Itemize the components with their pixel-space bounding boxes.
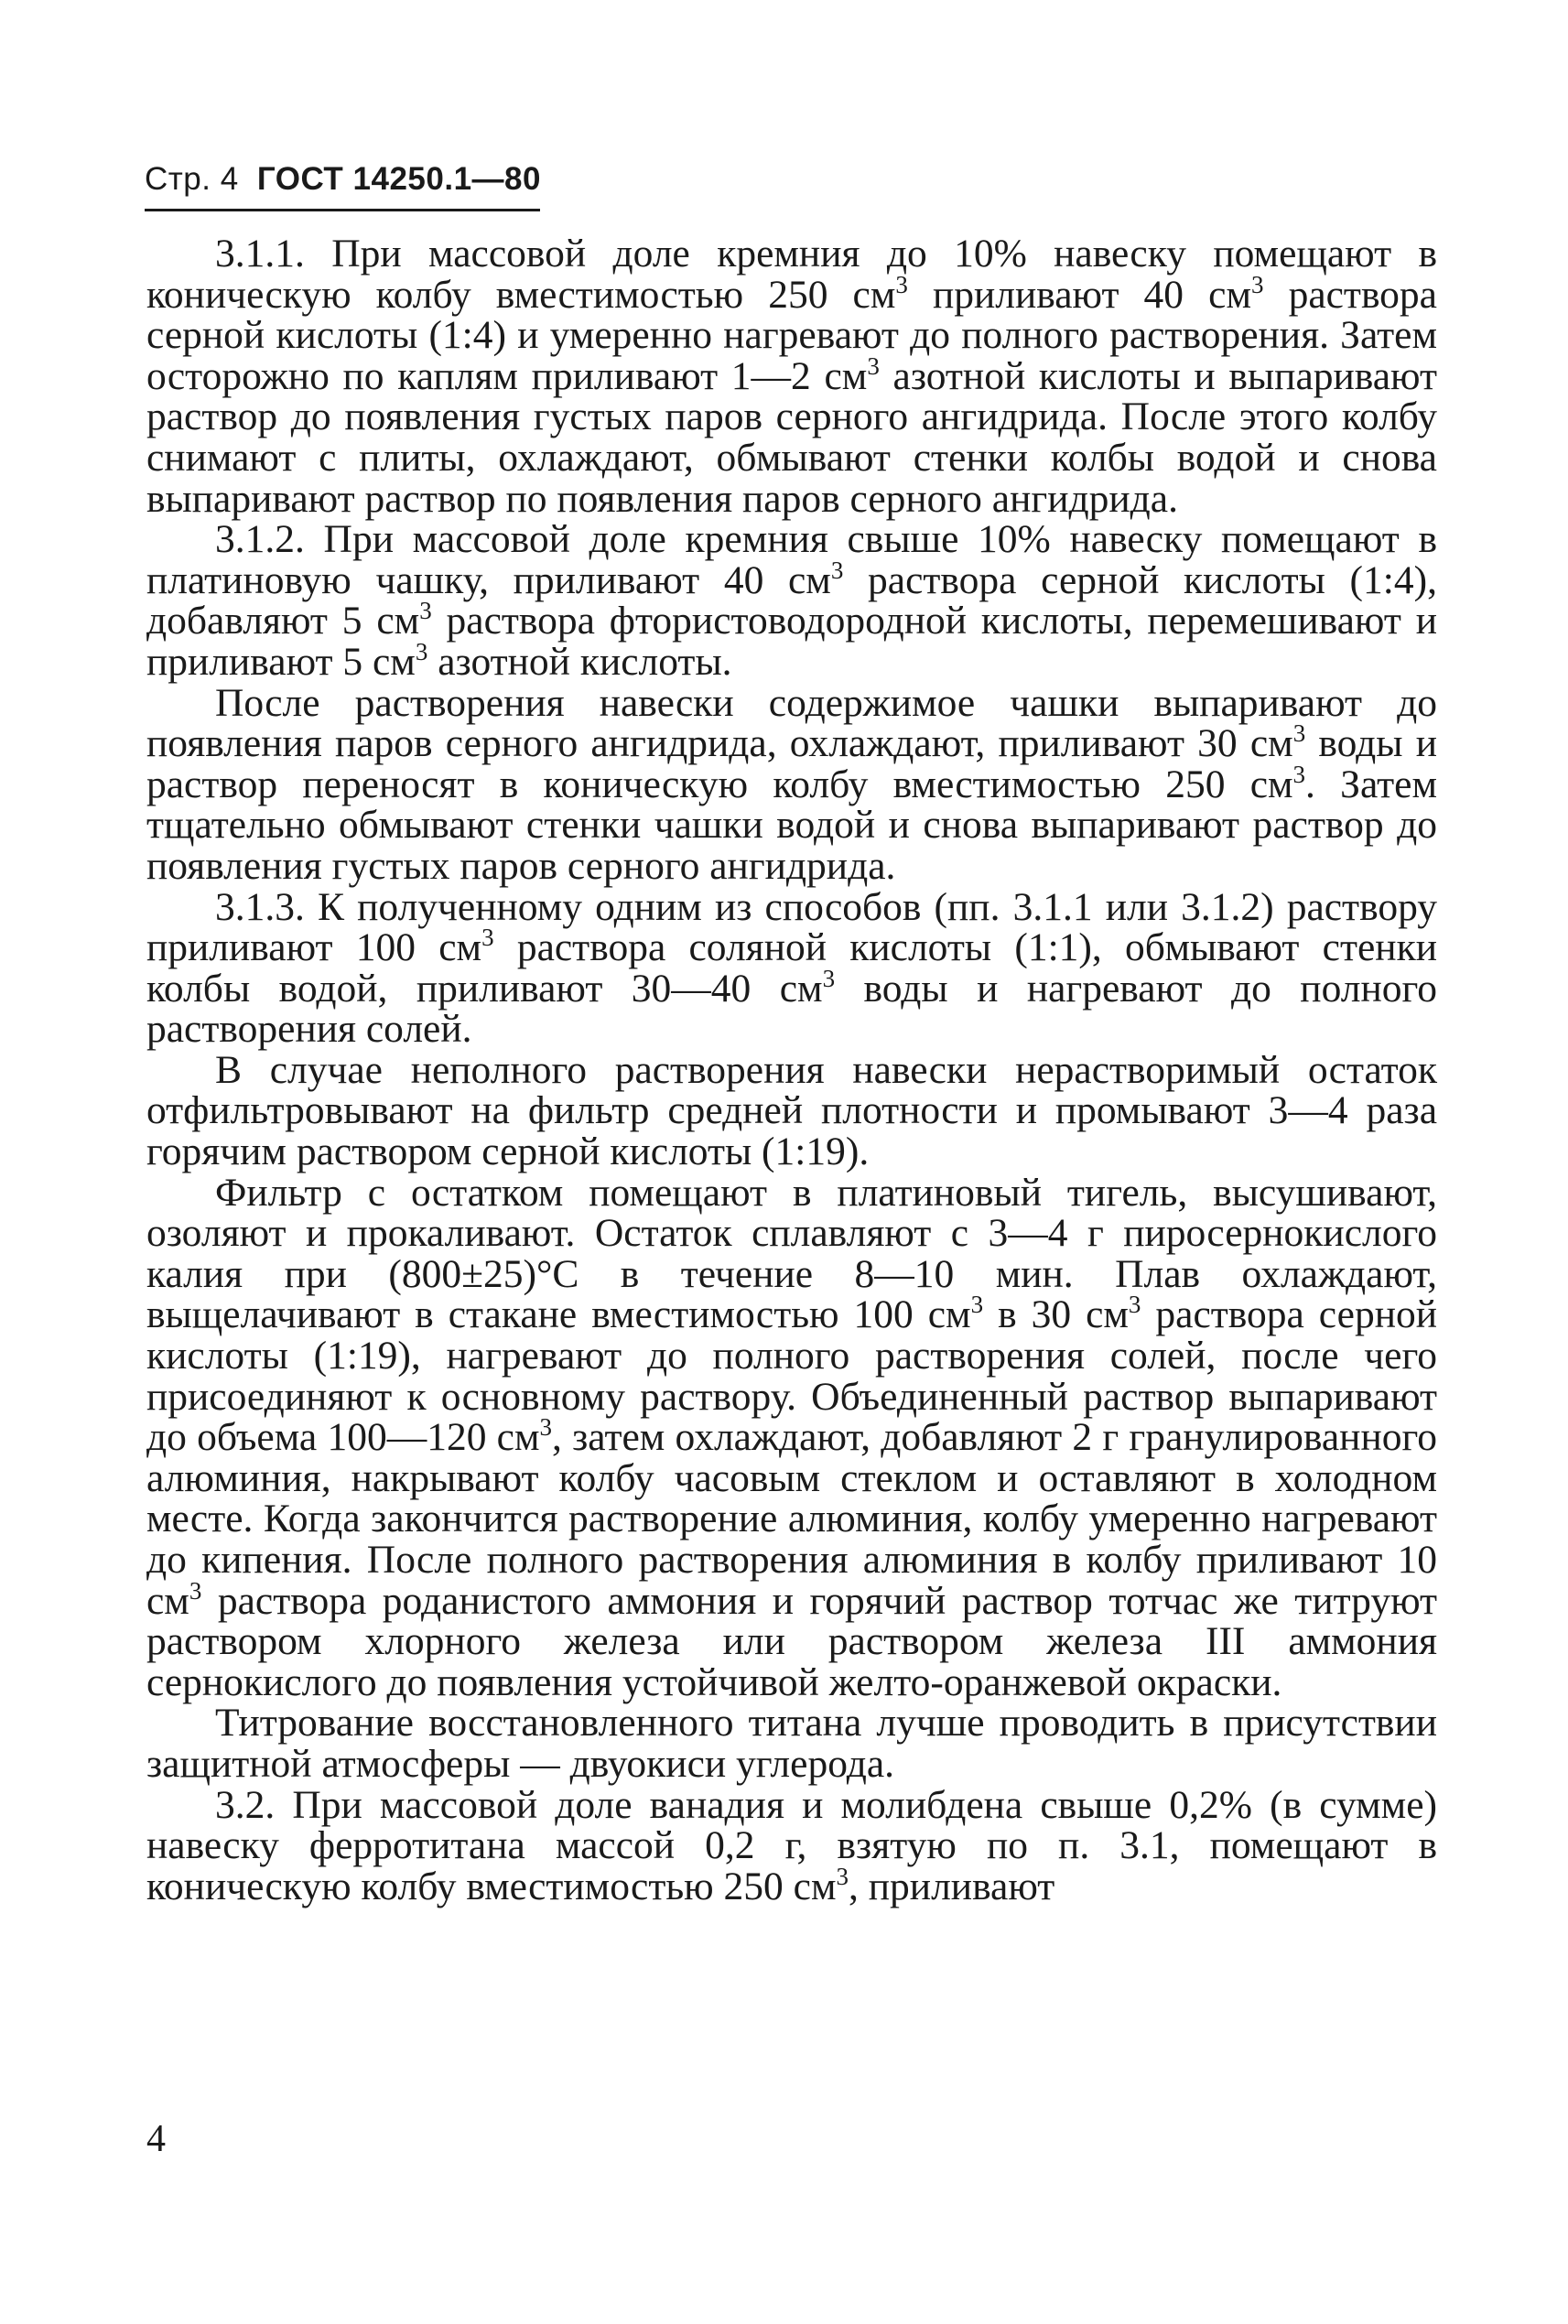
text-run: 3.1.2. При массовой доле кремния свыше 10% навеску помещают в платиновую чашку, приливают 40 см: [146, 517, 1437, 602]
text-run: В случае неполного растворения навески нерастворимый остаток отфильтровывают на фильтр средней плотности и промывают 3—4 раза горячим раствором серной кислоты (1:19).: [146, 1047, 1437, 1174]
superscript: 3: [830, 556, 844, 584]
page-number: 4: [146, 2118, 166, 2160]
superscript: 3: [836, 1862, 849, 1890]
text-run: приливают 40 см: [907, 272, 1251, 317]
text-run: раствора серной кислоты (1:4), добавляют 5 см: [146, 557, 1437, 643]
text-run: раствора фтористоводородной кислоты, перемешивают и приливают 5 см: [146, 599, 1437, 684]
text-run: , затем охлаждают, добавляют 2 г гранулированного алюминия, накрывают колбу часовым стеклом и оставляют в холодном месте. Когда закончится растворение алюминия, колбу умеренно нагревают до кипения. После полного растворения алюминия в колбу приливают 10 см: [146, 1415, 1437, 1623]
superscript: 3: [895, 270, 908, 298]
text-run: азотной кислоты.: [427, 639, 732, 684]
superscript: 3: [419, 597, 432, 625]
text-run: 3.2. При массовой доле ванадия и молибдена свыше 0,2% (в сумме) навеску ферротитана массой 0,2 г, взятую по п. 3.1, помещают в коническую колбу вместимостью 250 см: [146, 1782, 1437, 1908]
text-run: После растворения навески содержимое чашки выпаривают до появления паров серного ангидрида, охлаждают, приливают 30 см: [146, 680, 1437, 766]
text-run: . Затем тщательно обмывают стенки чашки водой и снова выпаривают раствор до появления густых паров серного ангидрида.: [146, 762, 1437, 888]
text-run: , приливают: [849, 1864, 1055, 1908]
text-run: в 30 см: [983, 1292, 1129, 1337]
text-run: Фильтр с остатком помещают в платиновый тигель, высушивают, озоляют и прокаливают. Остаток сплавляют с 3—4 г пиросернокислого калия при (800±25)°С в течение 8—10 мин. Плав охлаждают, выщелачивают в стакане вместимостью 100 см: [146, 1170, 1437, 1337]
body-text: [146, 233, 1437, 1907]
paragraph-filter: [146, 1170, 1438, 1704]
paragraph-3-2: [146, 1782, 1437, 1908]
superscript: 3: [1250, 270, 1264, 298]
superscript: 3: [1292, 719, 1306, 748]
superscript: 3: [539, 1413, 553, 1442]
standard-number: ГОСТ 14250.1—80: [256, 161, 541, 197]
text-run: азотной кислоты и выпаривают раствор до появления густых паров серного ангидрида. После этого колбу снимают с плиты, охлаждают, обмывают стенки колбы водой и снова выпаривают раствор по появления паров серного ангидрида.: [146, 353, 1437, 521]
text-run: раствора соляной кислоты (1:1), обмывают стенки колбы водой, приливают 30—40 см: [146, 925, 1437, 1011]
paragraph-titration: [146, 1702, 1437, 1784]
text-run: 3.1.1. При массовой доле кремния до 10% навеску помещают в коническую колбу вместимостью 250 см: [146, 232, 1437, 317]
text-run: воды и нагревают до полного растворения солей.: [146, 966, 1438, 1052]
text-run: воды и раствор переносят в коническую колбу вместимостью 250 см: [146, 721, 1437, 806]
paragraph-3-1-1: [146, 233, 1437, 519]
superscript: 3: [189, 1576, 202, 1605]
superscript: 3: [481, 924, 494, 952]
paragraph-after-dissolution: [146, 680, 1437, 888]
text-run: 3.1.3. К полученному одним из способов (пп. 3.1.1 или 3.1.2) раствору приливают 100 см: [146, 884, 1437, 970]
text-run: раствора роданистого аммония и горячий раствор тотчас же титруют раствором хлорного железа или раствором железа III аммония сернокислого до появления устойчивой желто-оранжевой окраски.: [146, 1578, 1437, 1704]
paragraph-3-1-2: [146, 519, 1437, 682]
superscript: 3: [415, 637, 428, 665]
superscript: 3: [970, 1291, 984, 1319]
text-run: раствора серной кислоты (1:19), нагревают до полного растворения солей, после чего присоединяют к основному раствору. Объединенный раствор выпаривают до объема 100—120 см: [146, 1292, 1438, 1460]
superscript: 3: [1128, 1291, 1141, 1319]
superscript: 3: [822, 964, 836, 992]
paragraph-3-1-3: [146, 884, 1438, 1052]
header-rule: [145, 209, 540, 211]
paragraph-incomplete-dissolution: [146, 1047, 1437, 1174]
superscript: 3: [1292, 760, 1306, 788]
page-header: [145, 161, 541, 198]
text-run: Титрование восстановленного титана лучше проводить в присутствии защитной атмосферы — двуокиси углерода.: [146, 1701, 1437, 1786]
page-label: Стр. 4: [145, 161, 239, 197]
text-run: раствора серной кислоты (1:4) и умеренно нагревают до полного растворения. Затем осторожно по каплям приливают 1—2 см: [146, 272, 1437, 398]
superscript: 3: [867, 351, 880, 380]
